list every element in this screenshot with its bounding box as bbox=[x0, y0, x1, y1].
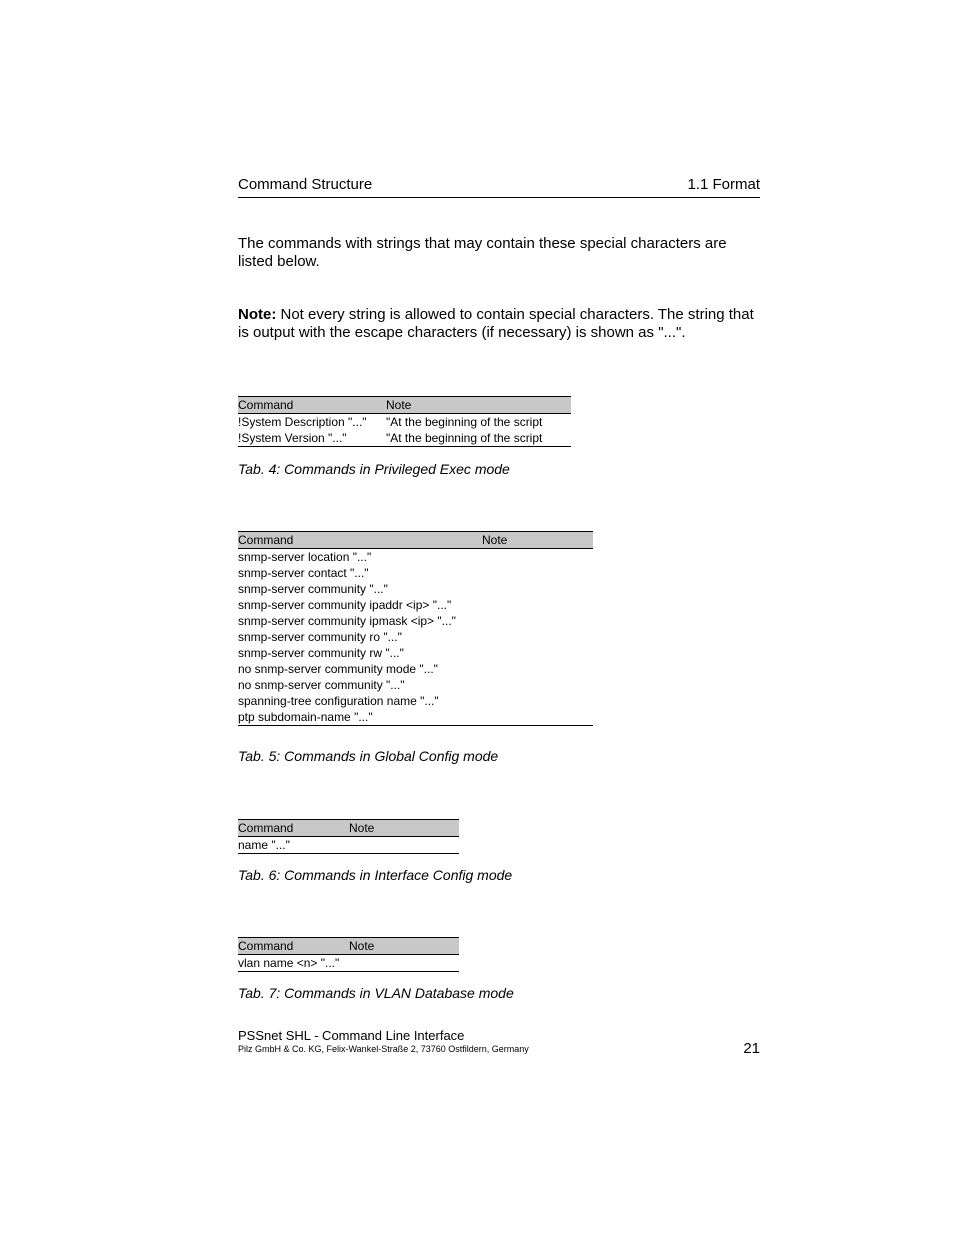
table-caption: Tab. 6: Commands in Interface Config mode bbox=[238, 867, 513, 883]
column-header-command: Command bbox=[238, 938, 349, 955]
header-chapter-title: Command Structure bbox=[238, 176, 373, 193]
note-cell bbox=[482, 709, 593, 726]
table-header-row bbox=[238, 938, 459, 955]
note-cell bbox=[482, 613, 593, 629]
table-privileged-exec bbox=[238, 396, 571, 447]
command-cell: vlan name <n> "..." bbox=[238, 956, 340, 970]
command-cell: name "..." bbox=[238, 838, 290, 852]
table-row bbox=[238, 645, 593, 661]
table-caption: Tab. 4: Commands in Privileged Exec mode bbox=[238, 461, 510, 477]
command-cell: snmp-server community ipmask <ip> "..." bbox=[238, 614, 456, 628]
header-section-title: 1.1 Format bbox=[687, 176, 760, 193]
column-header-command: Command bbox=[238, 820, 349, 837]
note-cell bbox=[482, 645, 593, 661]
table-header-row bbox=[238, 397, 571, 414]
footer-document-title: PSSnet SHL - Command Line Interface bbox=[238, 1028, 465, 1043]
note-text: Not every string is allowed to contain special characters. The string that is output with the escape characters (if necessary) is shown as "...". bbox=[238, 306, 754, 341]
command-cell: snmp-server community rw "..." bbox=[238, 646, 404, 660]
note-cell bbox=[482, 581, 593, 597]
column-header-note: Note bbox=[349, 938, 459, 955]
note-cell bbox=[482, 597, 593, 613]
table-row bbox=[238, 837, 459, 854]
footer-address: Pilz GmbH & Co. KG, Felix-Wankel-Straße 2, 73760 Ostfildern, Germany bbox=[238, 1044, 529, 1054]
command-cell: snmp-server contact "..." bbox=[238, 566, 369, 580]
table-row bbox=[238, 709, 593, 726]
table-row bbox=[238, 549, 593, 566]
table-row bbox=[238, 613, 593, 629]
command-cell: snmp-server community "..." bbox=[238, 582, 388, 596]
table-caption: Tab. 7: Commands in VLAN Database mode bbox=[238, 985, 514, 1001]
page-number: 21 bbox=[743, 1040, 760, 1057]
note-cell bbox=[482, 677, 593, 693]
note-label: Note: bbox=[238, 306, 277, 323]
column-header-command: Command bbox=[238, 532, 482, 549]
command-cell: snmp-server community ro "..." bbox=[238, 630, 402, 644]
note-cell bbox=[482, 661, 593, 677]
table-vlan-database bbox=[238, 937, 459, 972]
table-header-row bbox=[238, 820, 459, 837]
command-cell: no snmp-server community mode "..." bbox=[238, 662, 438, 676]
table-interface-config bbox=[238, 819, 459, 854]
note-cell bbox=[349, 837, 459, 854]
table-global-config bbox=[238, 531, 593, 726]
table-row bbox=[238, 414, 571, 431]
table-row bbox=[238, 661, 593, 677]
note-cell: "At the beginning of the script bbox=[386, 431, 543, 445]
table-row bbox=[238, 430, 571, 447]
running-header bbox=[238, 175, 760, 198]
command-cell: !System Version "..." bbox=[238, 431, 347, 445]
note-cell bbox=[482, 693, 593, 709]
note-cell: "At the beginning of the script bbox=[386, 415, 543, 429]
note-cell bbox=[482, 629, 593, 645]
table-row bbox=[238, 565, 593, 581]
column-header-note: Note bbox=[386, 397, 571, 414]
note-cell bbox=[482, 565, 593, 581]
note-cell bbox=[349, 955, 459, 972]
table-row bbox=[238, 677, 593, 693]
command-cell: spanning-tree configuration name "..." bbox=[238, 694, 439, 708]
table-caption: Tab. 5: Commands in Global Config mode bbox=[238, 748, 499, 764]
table-row bbox=[238, 693, 593, 709]
column-header-note: Note bbox=[349, 820, 459, 837]
table-header-row bbox=[238, 532, 593, 549]
column-header-note: Note bbox=[482, 532, 593, 549]
command-cell: snmp-server location "..." bbox=[238, 550, 372, 564]
column-header-command: Command bbox=[238, 397, 386, 414]
command-cell: ptp subdomain-name "..." bbox=[238, 710, 373, 724]
note-cell bbox=[482, 549, 593, 566]
table-row bbox=[238, 597, 593, 613]
table-row bbox=[238, 955, 459, 972]
table-row bbox=[238, 581, 593, 597]
table-row bbox=[238, 629, 593, 645]
command-cell: no snmp-server community "..." bbox=[238, 678, 405, 692]
command-cell: snmp-server community ipaddr <ip> "..." bbox=[238, 598, 452, 612]
intro-paragraph: The commands with strings that may contain these special characters are listed below. bbox=[238, 235, 727, 270]
command-cell: !System Description "..." bbox=[238, 415, 367, 429]
note-paragraph bbox=[238, 306, 760, 342]
